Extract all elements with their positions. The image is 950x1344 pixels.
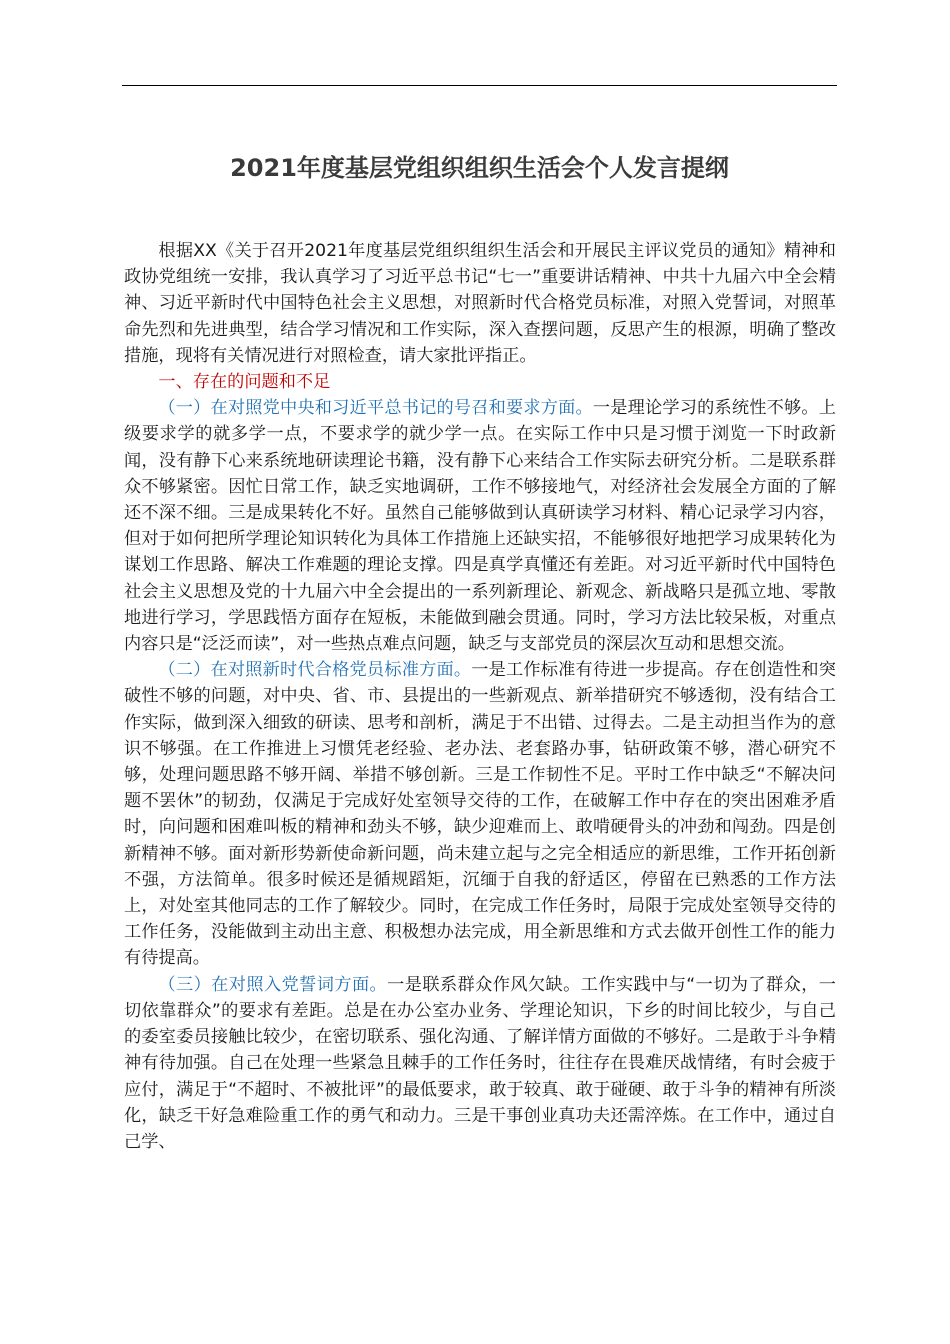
document-body <box>124 238 836 1155</box>
intro-paragraph: 根据XX《关于召开2021年度基层党组织组织生活会和开展民主评议党员的通知》精神和政协党组统一安排，我认真学习了习近平总书记“七一”重要讲话精神、中共十九届六中全会精神、习近平新时代中国特色社会主义思想，对照新时代合格党员标准，对照入党誓词，对照革命先烈和先进典型，结合学习情况和工作实际，深入查摆问题，反思产生的根源，明确了整改措施，现将有关情况进行对照检查，请大家批评指正。 <box>124 241 836 366</box>
section-heading <box>124 369 836 395</box>
subsection-paragraph-1 <box>124 395 836 657</box>
document-title: 2021年度基层党组织组织生活会个人发言提纲 <box>230 154 729 182</box>
subsection-heading-1: （一）在对照党中央和习近平总书记的号召和要求方面。 <box>158 398 593 419</box>
subsection-text-1: 一是理论学习的系统性不够。上级要求学的就多学一点，不要求学的就少学一点。在实际工作中只是习惯于浏览一下时政新闻，没有静下心来系统地研读理论书籍，没有静下心来结合工作实际去研究分析。二是联系群众不够紧密。因忙日常工作，缺乏实地调研，工作不够接地气，对经济社会发展全方面的了解还不深不细。三是成果转化不好。虽然自己能够做到认真研读学习材料、精心记录学习内容，但对于如何把所学理论知识转化为具体工作措施上还缺实招，不能够很好地把学习成果转化为谋划工作思路、解决工作难题的理论支撑。四是真学真懂还有差距。对习近平新时代中国特色社会主义思想及党的十九届六中全会提出的一系列新理论、新观念、新战略只是孤立地、零散地进行学习，学思践悟方面存在短板，未能做到融会贯通。同时，学习方法比较呆板，对重点内容只是“泛泛而读”，对一些热点难点问题，缺乏与支部党员的深层次互动和思想交流。 <box>124 398 836 655</box>
subsection-text-2: 一是工作标准有待进一步提高。存在创造性和突破性不够的问题，对中央、省、市、县提出的一些新观点、新举措研究不够透彻，没有结合工作实际，做到深入细致的研读、思考和剖析，满足于不出错、过得去。二是主动担当作为的意识不够强。在工作推进上习惯凭老经验、老办法、老套路办事，钻研政策不够，潜心研究不够，处理问题思路不够开阔、举措不够创新。三是工作韧性不足。平时工作中缺乏“不解决问题不罢休”的韧劲，仅满足于完成好处室领导交待的工作，在破解工作中存在的突出困难矛盾时，向问题和困难叫板的精神和劲头不够，缺少迎难而上、敢啃硬骨头的冲劲和闯劲。四是创新精神不够。面对新形势新使命新问题，尚未建立起与之完全相适应的新思维，工作开拓创新不强，方法简单。很多时候还是循规蹈矩，沉缅于自我的舒适区，停留在已熟悉的工作方法上，对处室其他同志的工作了解较少。同时，在完成工作任务时，局限于完成处室领导交待的工作任务，没能做到主动出主意、积极想办法完成，用全新思维和方式去做开创性工作的能力有待提高。 <box>124 660 836 969</box>
subsection-text-3: 一是联系群众作风欠缺。工作实践中与“一切为了群众，一切依靠群众”的要求有差距。总是在办公室办业务、学理论知识，下乡的时间比较少，与自己的委室委员接触比较少，在密切联系、强化沟通、了解详情方面做的不够好。二是敢于斗争精神有待加强。自己在处理一些紧急且棘手的工作任务时，往往存在畏难厌战情绪，有时会疲于应付，满足于“不超时、不被批评”的最低要求，敢于较真、敢于碰硬、敢于斗争的精神有所淡化，缺乏干好急难险重工作的勇气和动力。三是干事创业真功夫还需淬炼。在工作中，通过自己学、 <box>124 974 836 1152</box>
section-heading-text: 一、存在的问题和不足 <box>158 372 331 393</box>
subsection-paragraph-3 <box>124 972 836 1155</box>
subsection-heading-2: （二）在对照新时代合格党员标准方面。 <box>158 660 472 681</box>
subsection-paragraph-2 <box>124 657 836 971</box>
subsection-heading-3: （三）在对照入党誓词方面。 <box>158 974 388 995</box>
header-rule <box>122 85 837 86</box>
